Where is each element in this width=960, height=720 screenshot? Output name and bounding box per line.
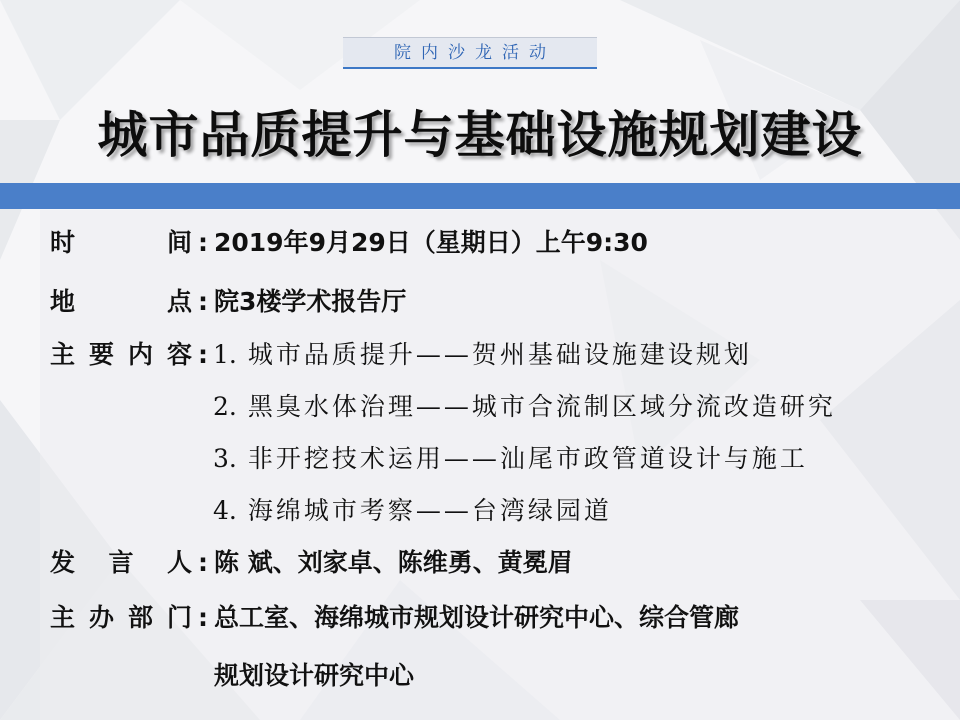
content-label: 主要内容 [50, 340, 192, 369]
place-label: 地点 [50, 287, 192, 316]
place-row [50, 284, 406, 320]
place-value: 院3楼学术报告厅 [214, 287, 407, 316]
content-item-number: 3. [213, 444, 237, 473]
organizer-row [50, 600, 739, 636]
content-item [213, 337, 752, 373]
speaker-label: 发言人 [50, 548, 192, 577]
colon: : [198, 340, 208, 369]
content-item [213, 493, 612, 529]
content-item-text: 黑臭水体治理——城市合流制区域分流改造研究 [247, 392, 836, 421]
organizer-value-line1: 总工室、海绵城市规划设计研究中心、综合管廊 [214, 603, 740, 632]
speaker-row [50, 545, 573, 581]
content-item [213, 441, 808, 477]
accent-divider-bar [0, 183, 960, 209]
time-row [50, 225, 648, 261]
organizer-value-line2: 规划设计研究中心 [214, 661, 415, 690]
speaker-value: 陈 斌、刘家卓、陈维勇、黄冕眉 [214, 548, 573, 577]
event-category-tag: 院内沙龙活动 [343, 37, 597, 69]
content-item-number: 2. [213, 392, 237, 421]
organizer-label: 主办部门 [50, 603, 192, 632]
colon: : [198, 603, 208, 632]
colon: : [198, 548, 208, 577]
time-label: 时间 [50, 228, 192, 257]
colon: : [198, 228, 208, 257]
colon: : [198, 287, 208, 316]
content-item-text: 城市品质提升——贺州基础设施建设规划 [247, 340, 752, 369]
time-value: 2019年9月29日（星期日）上午9:30 [214, 228, 648, 257]
content-row [50, 337, 214, 373]
content-item-text: 海绵城市考察——台湾绿园道 [247, 496, 612, 525]
organizer-row-continued [214, 658, 414, 694]
content-item [213, 389, 836, 425]
content-item-number: 1. [213, 340, 237, 369]
content-item-number: 4. [213, 496, 237, 525]
content-item-text: 非开挖技术运用——汕尾市政管道设计与施工 [247, 444, 808, 473]
page-title: 城市品质提升与基础设施规划建设 [97, 106, 863, 164]
